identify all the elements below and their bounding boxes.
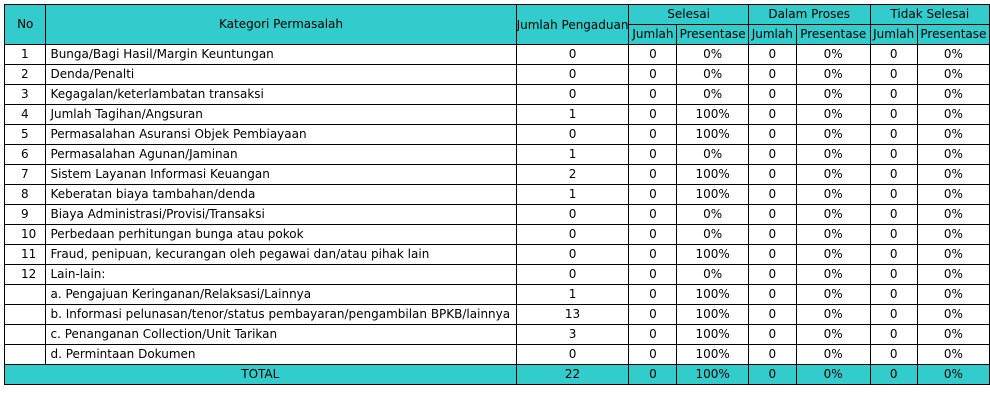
subheader-proses-presentase: Presentase bbox=[796, 25, 870, 45]
table-row bbox=[5, 345, 990, 365]
row-kategori: Biaya Administrasi/Provisi/Transaksi bbox=[46, 205, 516, 225]
row-selesai-presentase: 100% bbox=[677, 305, 748, 325]
row-selesai-presentase: 100% bbox=[677, 325, 748, 345]
row-proses-jumlah: 0 bbox=[748, 105, 796, 125]
row-selesai-presentase: 100% bbox=[677, 105, 748, 125]
row-kategori: Keberatan biaya tambahan/denda bbox=[46, 185, 516, 205]
table-row bbox=[5, 205, 990, 225]
row-selesai-presentase: 100% bbox=[677, 185, 748, 205]
header-jumlah-pengaduan: Jumlah Pengaduan bbox=[516, 5, 629, 45]
row-selesai-presentase: 0% bbox=[677, 225, 748, 245]
row-selesai-presentase: 0% bbox=[677, 45, 748, 65]
row-tidak-presentase: 0% bbox=[917, 45, 989, 65]
row-no: 5 bbox=[5, 125, 46, 145]
row-no: 2 bbox=[5, 65, 46, 85]
row-selesai-presentase: 0% bbox=[677, 205, 748, 225]
row-kategori: Permasalahan Asuransi Objek Pembiayaan bbox=[46, 125, 516, 145]
row-kategori: Permasalahan Agunan/Jaminan bbox=[46, 145, 516, 165]
table-row bbox=[5, 305, 990, 325]
row-no: 4 bbox=[5, 105, 46, 125]
subheader-tidak-presentase: Presentase bbox=[917, 25, 989, 45]
total-selesai-jumlah: 0 bbox=[629, 365, 677, 385]
row-selesai-jumlah: 0 bbox=[629, 325, 677, 345]
table-row bbox=[5, 225, 990, 245]
row-tidak-jumlah: 0 bbox=[870, 205, 917, 225]
row-selesai-jumlah: 0 bbox=[629, 345, 677, 365]
row-jumlah-pengaduan: 2 bbox=[516, 165, 629, 185]
total-label: TOTAL bbox=[5, 365, 517, 385]
row-tidak-jumlah: 0 bbox=[870, 105, 917, 125]
row-proses-presentase: 0% bbox=[796, 205, 870, 225]
row-selesai-jumlah: 0 bbox=[629, 245, 677, 265]
row-proses-jumlah: 0 bbox=[748, 305, 796, 325]
row-proses-presentase: 0% bbox=[796, 265, 870, 285]
row-proses-presentase: 0% bbox=[796, 165, 870, 185]
row-tidak-presentase: 0% bbox=[917, 125, 989, 145]
table-row bbox=[5, 45, 990, 65]
row-jumlah-pengaduan: 1 bbox=[516, 285, 629, 305]
row-selesai-jumlah: 0 bbox=[629, 145, 677, 165]
table-row bbox=[5, 325, 990, 345]
row-proses-jumlah: 0 bbox=[748, 185, 796, 205]
row-tidak-jumlah: 0 bbox=[870, 65, 917, 85]
row-kategori: Bunga/Bagi Hasil/Margin Keuntungan bbox=[46, 45, 516, 65]
row-proses-jumlah: 0 bbox=[748, 205, 796, 225]
total-tidak-presentase: 0% bbox=[917, 365, 989, 385]
row-proses-jumlah: 0 bbox=[748, 325, 796, 345]
total-proses-presentase: 0% bbox=[796, 365, 870, 385]
row-selesai-presentase: 0% bbox=[677, 65, 748, 85]
row-tidak-presentase: 0% bbox=[917, 185, 989, 205]
row-tidak-jumlah: 0 bbox=[870, 285, 917, 305]
row-selesai-jumlah: 0 bbox=[629, 105, 677, 125]
row-tidak-presentase: 0% bbox=[917, 225, 989, 245]
subheader-selesai-presentase: Presentase bbox=[677, 25, 748, 45]
row-jumlah-pengaduan: 0 bbox=[516, 45, 629, 65]
subheader-selesai-jumlah: Jumlah bbox=[629, 25, 677, 45]
row-proses-jumlah: 0 bbox=[748, 345, 796, 365]
row-tidak-presentase: 0% bbox=[917, 325, 989, 345]
row-jumlah-pengaduan: 0 bbox=[516, 245, 629, 265]
row-kategori: Kegagalan/keterlambatan transaksi bbox=[46, 85, 516, 105]
row-tidak-jumlah: 0 bbox=[870, 165, 917, 185]
row-proses-presentase: 0% bbox=[796, 325, 870, 345]
row-kategori: a. Pengajuan Keringanan/Relaksasi/Lainnya bbox=[46, 285, 516, 305]
row-selesai-jumlah: 0 bbox=[629, 45, 677, 65]
subheader-tidak-jumlah: Jumlah bbox=[870, 25, 917, 45]
row-tidak-presentase: 0% bbox=[917, 85, 989, 105]
row-selesai-jumlah: 0 bbox=[629, 165, 677, 185]
row-tidak-presentase: 0% bbox=[917, 65, 989, 85]
row-selesai-presentase: 100% bbox=[677, 125, 748, 145]
table-row bbox=[5, 245, 990, 265]
header-dalam-proses: Dalam Proses bbox=[748, 5, 870, 25]
row-kategori: Denda/Penalti bbox=[46, 65, 516, 85]
row-proses-presentase: 0% bbox=[796, 305, 870, 325]
total-proses-jumlah: 0 bbox=[748, 365, 796, 385]
row-tidak-presentase: 0% bbox=[917, 205, 989, 225]
table-row bbox=[5, 105, 990, 125]
row-selesai-jumlah: 0 bbox=[629, 185, 677, 205]
row-kategori: c. Penanganan Collection/Unit Tarikan bbox=[46, 325, 516, 345]
row-proses-jumlah: 0 bbox=[748, 225, 796, 245]
row-jumlah-pengaduan: 0 bbox=[516, 125, 629, 145]
total-tidak-jumlah: 0 bbox=[870, 365, 917, 385]
row-jumlah-pengaduan: 0 bbox=[516, 65, 629, 85]
row-tidak-presentase: 0% bbox=[917, 345, 989, 365]
total-selesai-presentase: 100% bbox=[677, 365, 748, 385]
row-tidak-jumlah: 0 bbox=[870, 185, 917, 205]
row-selesai-presentase: 0% bbox=[677, 145, 748, 165]
row-selesai-jumlah: 0 bbox=[629, 125, 677, 145]
row-proses-jumlah: 0 bbox=[748, 125, 796, 145]
row-tidak-jumlah: 0 bbox=[870, 345, 917, 365]
row-proses-presentase: 0% bbox=[796, 85, 870, 105]
row-proses-jumlah: 0 bbox=[748, 65, 796, 85]
row-proses-presentase: 0% bbox=[796, 185, 870, 205]
row-jumlah-pengaduan: 1 bbox=[516, 105, 629, 125]
table-row bbox=[5, 185, 990, 205]
row-selesai-presentase: 0% bbox=[677, 265, 748, 285]
row-jumlah-pengaduan: 0 bbox=[516, 265, 629, 285]
row-tidak-presentase: 0% bbox=[917, 145, 989, 165]
row-no: 3 bbox=[5, 85, 46, 105]
row-selesai-presentase: 100% bbox=[677, 345, 748, 365]
row-jumlah-pengaduan: 1 bbox=[516, 185, 629, 205]
row-selesai-jumlah: 0 bbox=[629, 205, 677, 225]
row-proses-jumlah: 0 bbox=[748, 285, 796, 305]
row-jumlah-pengaduan: 1 bbox=[516, 145, 629, 165]
table-row bbox=[5, 165, 990, 185]
table-row bbox=[5, 285, 990, 305]
subheader-proses-jumlah: Jumlah bbox=[748, 25, 796, 45]
row-proses-jumlah: 0 bbox=[748, 45, 796, 65]
row-kategori: Sistem Layanan Informasi Keuangan bbox=[46, 165, 516, 185]
total-row bbox=[5, 365, 990, 385]
row-proses-jumlah: 0 bbox=[748, 145, 796, 165]
row-selesai-jumlah: 0 bbox=[629, 85, 677, 105]
row-selesai-presentase: 100% bbox=[677, 245, 748, 265]
row-proses-jumlah: 0 bbox=[748, 245, 796, 265]
row-tidak-presentase: 0% bbox=[917, 285, 989, 305]
row-tidak-jumlah: 0 bbox=[870, 265, 917, 285]
row-proses-jumlah: 0 bbox=[748, 165, 796, 185]
row-proses-presentase: 0% bbox=[796, 45, 870, 65]
row-kategori: d. Permintaan Dokumen bbox=[46, 345, 516, 365]
row-tidak-jumlah: 0 bbox=[870, 145, 917, 165]
table-row bbox=[5, 145, 990, 165]
row-tidak-presentase: 0% bbox=[917, 105, 989, 125]
table-row bbox=[5, 265, 990, 285]
row-selesai-jumlah: 0 bbox=[629, 225, 677, 245]
row-selesai-presentase: 100% bbox=[677, 285, 748, 305]
row-jumlah-pengaduan: 0 bbox=[516, 85, 629, 105]
row-no bbox=[5, 305, 46, 325]
table-body bbox=[5, 45, 990, 365]
row-selesai-jumlah: 0 bbox=[629, 265, 677, 285]
row-proses-presentase: 0% bbox=[796, 245, 870, 265]
table-row bbox=[5, 125, 990, 145]
row-selesai-presentase: 100% bbox=[677, 165, 748, 185]
row-jumlah-pengaduan: 13 bbox=[516, 305, 629, 325]
complaint-table-container bbox=[4, 4, 990, 385]
header-no: No bbox=[5, 5, 46, 45]
row-kategori: Perbedaan perhitungan bunga atau pokok bbox=[46, 225, 516, 245]
row-jumlah-pengaduan: 0 bbox=[516, 345, 629, 365]
row-no bbox=[5, 325, 46, 345]
table-row bbox=[5, 65, 990, 85]
row-tidak-presentase: 0% bbox=[917, 245, 989, 265]
row-tidak-jumlah: 0 bbox=[870, 305, 917, 325]
header-selesai: Selesai bbox=[629, 5, 748, 25]
table-footer bbox=[5, 365, 990, 385]
row-tidak-jumlah: 0 bbox=[870, 45, 917, 65]
row-no bbox=[5, 345, 46, 365]
row-kategori: b. Informasi pelunasan/tenor/status pembayaran/pengambilan BPKB/lainnya bbox=[46, 305, 516, 325]
row-proses-presentase: 0% bbox=[796, 145, 870, 165]
row-tidak-jumlah: 0 bbox=[870, 125, 917, 145]
row-tidak-jumlah: 0 bbox=[870, 245, 917, 265]
row-proses-presentase: 0% bbox=[796, 225, 870, 245]
row-no: 7 bbox=[5, 165, 46, 185]
row-kategori: Jumlah Tagihan/Angsuran bbox=[46, 105, 516, 125]
row-proses-jumlah: 0 bbox=[748, 265, 796, 285]
row-selesai-jumlah: 0 bbox=[629, 285, 677, 305]
row-jumlah-pengaduan: 0 bbox=[516, 225, 629, 245]
row-proses-presentase: 0% bbox=[796, 125, 870, 145]
row-no: 1 bbox=[5, 45, 46, 65]
row-selesai-jumlah: 0 bbox=[629, 65, 677, 85]
row-selesai-jumlah: 0 bbox=[629, 305, 677, 325]
table-header bbox=[5, 5, 990, 45]
row-tidak-presentase: 0% bbox=[917, 165, 989, 185]
row-jumlah-pengaduan: 0 bbox=[516, 205, 629, 225]
row-proses-presentase: 0% bbox=[796, 345, 870, 365]
row-selesai-presentase: 0% bbox=[677, 85, 748, 105]
row-no bbox=[5, 285, 46, 305]
row-kategori: Fraud, penipuan, kecurangan oleh pegawai dan/atau pihak lain bbox=[46, 245, 516, 265]
row-no: 11 bbox=[5, 245, 46, 265]
row-proses-jumlah: 0 bbox=[748, 85, 796, 105]
row-no: 10 bbox=[5, 225, 46, 245]
row-no: 9 bbox=[5, 205, 46, 225]
row-proses-presentase: 0% bbox=[796, 105, 870, 125]
header-kategori: Kategori Permasalah bbox=[46, 5, 516, 45]
row-tidak-jumlah: 0 bbox=[870, 325, 917, 345]
table-row bbox=[5, 85, 990, 105]
total-pengaduan: 22 bbox=[516, 365, 629, 385]
row-jumlah-pengaduan: 3 bbox=[516, 325, 629, 345]
complaint-summary-table bbox=[4, 4, 990, 385]
row-no: 8 bbox=[5, 185, 46, 205]
row-tidak-jumlah: 0 bbox=[870, 85, 917, 105]
row-kategori: Lain-lain: bbox=[46, 265, 516, 285]
row-no: 6 bbox=[5, 145, 46, 165]
row-proses-presentase: 0% bbox=[796, 65, 870, 85]
row-tidak-presentase: 0% bbox=[917, 265, 989, 285]
row-tidak-presentase: 0% bbox=[917, 305, 989, 325]
row-tidak-jumlah: 0 bbox=[870, 225, 917, 245]
row-no: 12 bbox=[5, 265, 46, 285]
header-tidak-selesai: Tidak Selesai bbox=[870, 5, 989, 25]
row-proses-presentase: 0% bbox=[796, 285, 870, 305]
